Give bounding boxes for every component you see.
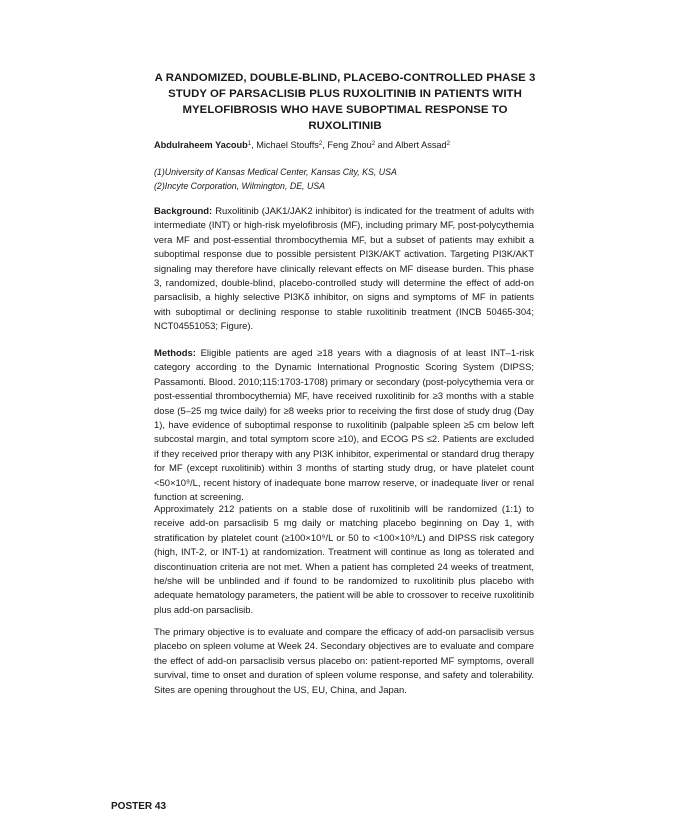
author-affiliation-marker: 2 xyxy=(371,141,376,147)
author-name: Albert Assad xyxy=(395,140,447,150)
author-separator: , xyxy=(251,140,257,150)
author-affiliation-marker: 1 xyxy=(247,141,252,147)
randomization-paragraph: Approximately 212 patients on a stable dose of ruxolitinib will be randomized (1:1) to receive add-on parsaclisib 5 mg daily or matching placebo beginning on Day 1, with stratification by platelet count (≥100×10⁹/L or 50 to <100×10⁹/L) and DIPSS risk category (high, INT-2, or INT-1) at randomization. Treatment will continue as long as tolerated and discontinuation criteria are not met. When a patient has completed 24 weeks of treatment, he/she will be unblinded and if found to be randomized to ruxolitinib plus placebo with adequate hematology parameters, the patient will be able to crossover to receive ruxolitinib plus add-on parsaclisib. xyxy=(154,504,534,616)
author-name: Abdulraheem Yacoub xyxy=(154,140,248,150)
affiliation-line: (2)Incyte Corporation, Wilmington, DE, USA xyxy=(154,180,326,191)
background-paragraph xyxy=(154,205,534,335)
author-separator: , xyxy=(322,140,328,150)
author-name: Feng Zhou xyxy=(327,140,372,150)
methods-paragraph xyxy=(154,347,534,505)
author-separator: and xyxy=(375,140,396,150)
author-affiliation-marker: 2 xyxy=(446,141,450,147)
methods-text: Eligible patients are aged ≥18 years with a diagnosis of at least INT–1-risk category according to the Dynamic International Prognostic Scoring System (DIPSS; Passamonti. Blood. 2010;115:1703-1708) primary or secondary (post-polycythemia vera or post-essential thrombocythemia) MF, have received ruxolitinib for ≥3 months with a stable dose (5–25 mg twice daily) for ≥8 weeks prior to receiving the first dose of study drug (Day 1), have evidence of suboptimal response to ruxolitinib (palpable spleen ≥5 cm below left subcostal margin, and total symptom score ≥10), and ECOG PS ≤2. Patients are excluded if they received prior therapy with any PI3K inhibitor, experimental or standard drug therapy for MF (except ruxolitinib) within 3 months of starting study drug, or have platelet count <50×10⁹/L, recent history of inadequate bone marrow reserve, or inadequate liver or renal function at screening. xyxy=(154,348,534,504)
affiliation-line: (1)University of Kansas Medical Center, Kansas City, KS, USA xyxy=(154,167,397,177)
affiliation-list xyxy=(154,166,534,193)
methods-heading: Methods: xyxy=(154,348,196,359)
objectives-paragraph: The primary objective is to evaluate and compare the efficacy of add-on parsaclisib versus placebo on spleen volume at Week 24. Secondary objectives are to evaluate and compare the effect of add-on parsaclisib versus placebo on: patient-reported MF symptoms, overall survival, time to onset and duration of spleen volume response, and safety and tolerability. Sites are opening throughout the US, EU, China, and Japan. xyxy=(154,627,534,696)
poster-number: POSTER 43 xyxy=(111,801,167,812)
background-heading: Background: xyxy=(154,206,213,217)
abstract-title: A RANDOMIZED, DOUBLE-BLIND, PLACEBO-CONTROLLED PHASE 3 STUDY OF PARSACLISIB PLUS RUXOLITINIB IN PATIENTS WITH MYELOFIBROSIS WHO HAVE SUBOPTIMAL RESPONSE TO RUXOLITINIB xyxy=(154,72,536,132)
author-affiliation-marker: 2 xyxy=(318,141,323,147)
background-text: Ruxolitinib (JAK1/JAK2 inhibitor) is indicated for the treatment of adults with intermediate (INT) or high-risk myelofibrosis (MF), including primary MF, post-polycythemia vera MF and post-essential thrombocythemia MF, but a subset of patients may exhibit a suboptimal response due to possible persistent PI3K/AKT activation. Targeting PI3K/AKT signaling may therefore have clinically relevant effects on MF disease burden. This phase 3, randomized, double-blind, placebo-controlled study will determine the effect of add-on parsaclisib, a highly selective PI3Kδ inhibitor, on signs and symptoms of MF in patients with suboptimal or declining response to stable ruxolitinib treatment (INCB 50465-304; NCT04551053; Figure). xyxy=(154,206,534,333)
author-list xyxy=(154,139,534,151)
author-name: Michael Stouffs xyxy=(256,140,319,150)
